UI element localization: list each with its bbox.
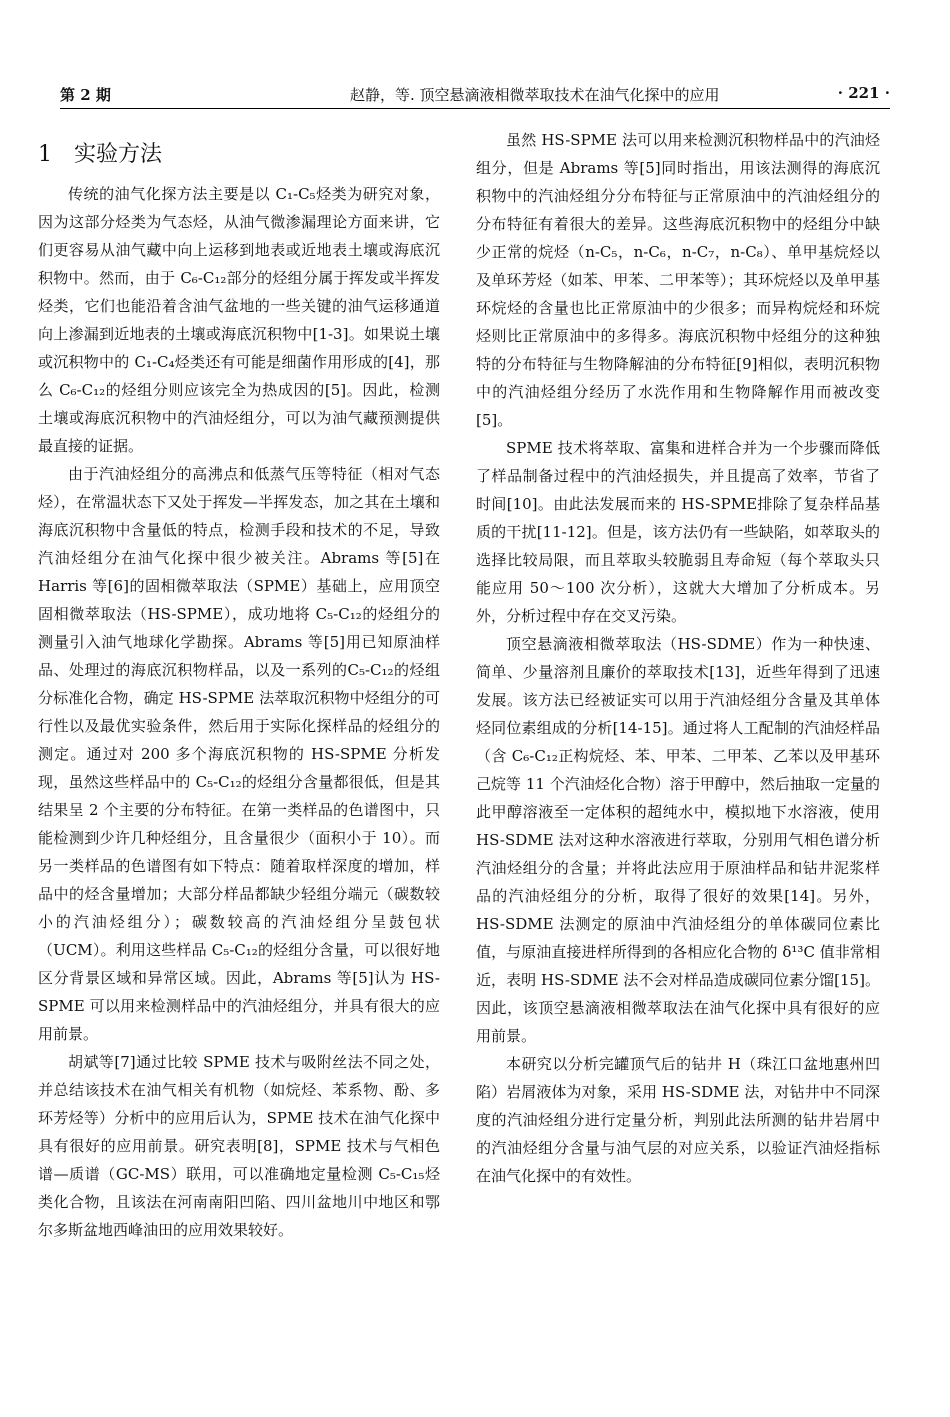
paragraph: 顶空悬滴液相微萃取法（HS-SDME）作为一种快速、简单、少量溶剂且廉价的萃取技术[13]，近些年得到了迅速发展。该方法已经被证实可以用于汽油烃组分含量及其单体烃同位素组成的分析[14-15]。通过将人工配制的汽油烃样品（含 C₆-C₁₂正构烷烃、苯、甲苯、二甲苯、乙苯以及甲基环己烷等 11 个汽油烃化合物）溶于甲醇中，然后抽取一定量的此甲醇溶液至一定体积的超纯水中，模拟地下水溶液，使用 HS-SDME 法对这种水溶液进行萃取，分别用气相色谱分析汽油烃组分的含量；并将此法应用于原油样品和钻井泥浆样品的汽油烃组分的分析，取得了很好的效果[14]。另外，HS-SDME 法测定的原油中汽油烃组分的单体碳同位素比值，与原油直接进样所得到的各相应化合物的 δ¹³C 值非常相近，表明 HS-SDME 法不会对样品造成碳同位素分馏[15]。因此，该顶空悬滴液相微萃取法在油气化探中具有很好的应用前景。	[476, 635, 880, 1045]
left-column	[38, 140, 440, 1244]
running-header	[60, 78, 890, 106]
paragraph: 胡斌等[7]通过比较 SPME 技术与吸附丝法不同之处，并总结该技术在油气相关有机物（如烷烃、苯系物、酚、多环芳烃等）分析中的应用后认为，SPME 技术在油气化探中具有很好的应用前景。研究表明[8]，SPME 技术与气相色谱—质谱（GC-MS）联用，可以准确地定量检测 C₅-C₁₅烃类化合物，且该法在河南南阳凹陷、四川盆地川中地区和鄂尔多斯盆地西峰油田的应用效果较好。	[38, 1053, 440, 1239]
section-title: 实验方法	[74, 142, 163, 167]
running-title: 赵静，等. 顶空悬滴液相微萃取技术在油气化探中的应用	[350, 86, 720, 104]
paragraph: 传统的油气化探方法主要是以 C₁-C₅烃类为研究对象，因为这部分烃类为气态烃，从油气微渗漏理论方面来讲，它们更容易从油气藏中向上运移到地表或近地表土壤或海底沉积物中。然而，由于 C₆-C₁₂部分的烃组分属于挥发或半挥发烃类，它们也能沿着含油气盆地的一些关键的油气运移通道向上渗漏到近地表的土壤或海底沉积物中[1-3]。如果说土壤或沉积物中的 C₁-C₄烃类还有可能是细菌作用形成的[4]，那么 C₆-C₁₂的烃组分则应该完全为热成因的[5]。因此，检测土壤或海底沉积物中的汽油烃组分，可以为油气藏预测提供最直接的证据。	[38, 185, 440, 455]
section-number: 1	[38, 142, 52, 167]
paragraph: 虽然 HS-SPME 法可以用来检测沉积物样品中的汽油烃组分，但是 Abrams 等[5]同时指出，用该法测得的海底沉积物中的汽油烃组分分布特征与正常原油中的汽油烃组分的分布特征有着很大的差异。这些海底沉积物中的烃组分中缺少正常的烷烃（n-C₅，n-C₆，n-C₇，n-C₈）、单甲基烷烃以及单环芳烃（如苯、甲苯、二甲苯等）；其环烷烃以及单甲基环烷烃的含量也比正常原油中的少很多；而异构烷烃和环烷烃则比正常原油中的多得多。海底沉积物中烃组分的这种独特的分布特征与生物降解油的分布特征[9]相似，表明沉积物中的汽油烃组分经历了水洗作用和生物降解作用而被改变[5]。	[476, 131, 880, 429]
page-number: · 221 ·	[837, 84, 890, 102]
header-rule	[60, 108, 890, 109]
section-heading	[38, 140, 440, 170]
paragraph: SPME 技术将萃取、富集和进样合并为一个步骤而降低了样品制备过程中的汽油烃损失，并且提高了效率，节省了时间[10]。由此法发展而来的 HS-SPME排除了复杂样品基质的干扰[11-12]。但是，该方法仍有一些缺陷，如萃取头的选择比较局限，而且萃取头较脆弱且寿命短（每个萃取头只能应用 50～100 次分析），这就大大增加了分析成本。另外，分析过程中存在交叉污染。	[476, 439, 880, 625]
paragraph: 本研究以分析完罐顶气后的钻井 H（珠江口盆地惠州凹陷）岩屑液体为对象，采用 HS-SDME 法，对钻井中不同深度的汽油烃组分进行定量分析，判别此法所测的钻井岩屑中的汽油烃组分含量与油气层的对应关系，以验证汽油烃指标在油气化探中的有效性。	[476, 1055, 880, 1185]
right-column	[476, 126, 880, 1190]
issue-number: 第 2 期	[60, 86, 111, 104]
paragraph: 由于汽油烃组分的高沸点和低蒸气压等特征（相对气态烃），在常温状态下又处于挥发—半挥发态，加之其在土壤和海底沉积物中含量低的特点，检测手段和技术的不足，导致汽油烃组分在油气化探中很少被关注。Abrams 等[5]在 Harris 等[6]的固相微萃取法（SPME）基础上，应用顶空固相微萃取法（HS-SPME），成功地将 C₅-C₁₂的烃组分的测量引入油气地球化学勘探。Abrams 等[5]用已知原油样品、处理过的海底沉积物样品，以及一系列的C₅-C₁₂的烃组分标准化合物，确定 HS-SPME 法萃取沉积物中烃组分的可行性以及最优实验条件，然后用于实际化探样品的烃组分的测定。通过对 200 多个海底沉积物的 HS-SPME 分析发现，虽然这些样品中的 C₅-C₁₂的烃组分含量都很低，但是其结果呈 2 个主要的分布特征。在第一类样品的色谱图中，只能检测到少许几种烃组分，且含量很少（面积小于 10）。而另一类样品的色谱图有如下特点：随着取样深度的增加，样品中的烃含量增加；大部分样品都缺少轻组分端元（碳数较小的汽油烃组分）；碳数较高的汽油烃组分呈鼓包状（UCM）。利用这些样品 C₅-C₁₂的烃组分含量，可以很好地区分背景区域和异常区域。因此，Abrams 等[5]认为 HS-SPME 可以用来检测样品中的汽油烃组分，并具有很大的应用前景。	[38, 465, 440, 1043]
